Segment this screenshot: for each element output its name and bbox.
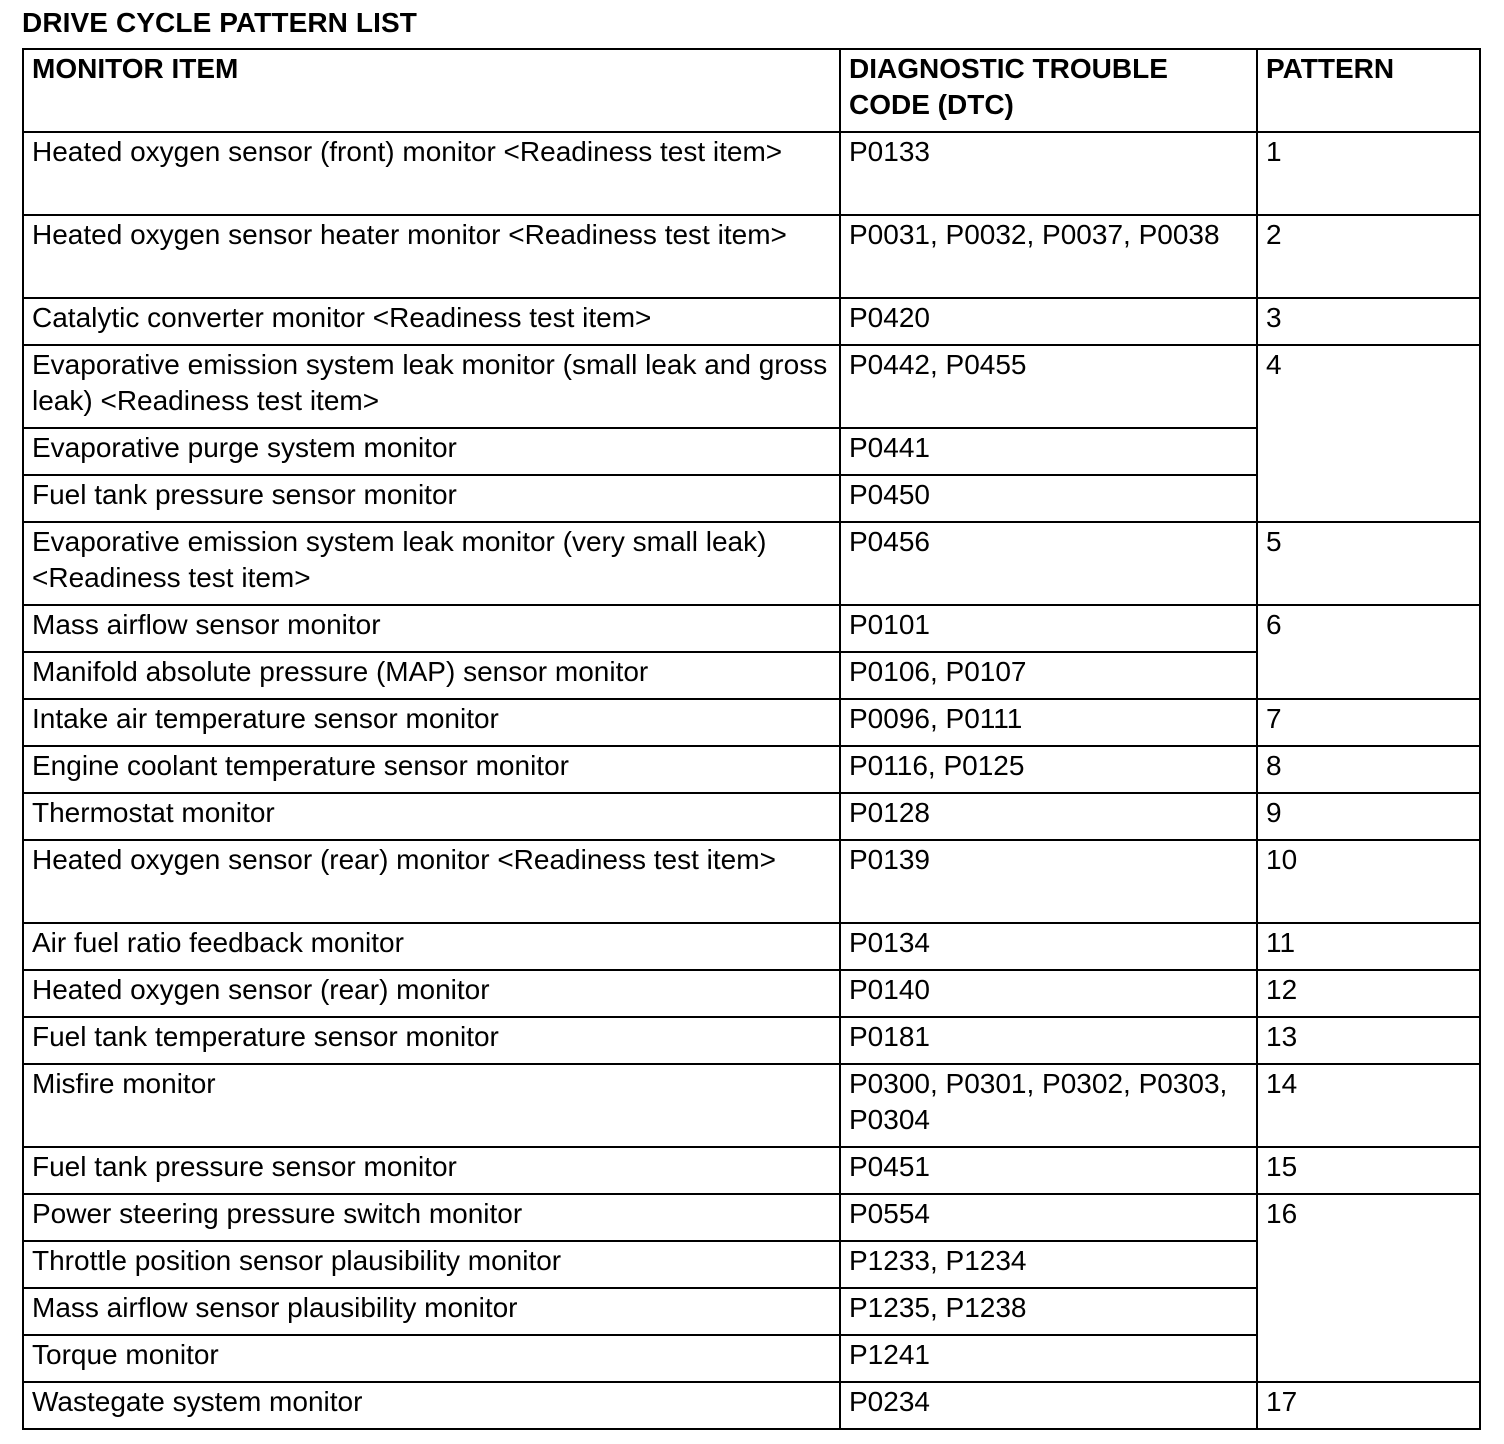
table-row bbox=[23, 522, 1480, 605]
table-row bbox=[23, 605, 1480, 652]
dtc-cell: P0234 bbox=[840, 1382, 1257, 1429]
monitor-item-cell: Intake air temperature sensor monitor bbox=[23, 699, 840, 746]
dtc-cell: P0101 bbox=[840, 605, 1257, 652]
dtc-cell: P0139 bbox=[840, 840, 1257, 923]
pattern-cell: 7 bbox=[1257, 699, 1480, 746]
pattern-cell: 8 bbox=[1257, 746, 1480, 793]
monitor-item-cell: Heated oxygen sensor (rear) monitor bbox=[23, 970, 840, 1017]
monitor-item-cell: Throttle position sensor plausibility monitor bbox=[23, 1241, 840, 1288]
dtc-cell: P1241 bbox=[840, 1335, 1257, 1382]
dtc-cell: P0134 bbox=[840, 923, 1257, 970]
table-row bbox=[23, 215, 1480, 298]
monitor-item-cell: Evaporative purge system monitor bbox=[23, 428, 840, 475]
table-row bbox=[23, 1382, 1480, 1429]
monitor-item-cell: Misfire monitor bbox=[23, 1064, 840, 1147]
dtc-cell: P0031, P0032, P0037, P0038 bbox=[840, 215, 1257, 298]
pattern-cell: 10 bbox=[1257, 840, 1480, 923]
table-row bbox=[23, 298, 1480, 345]
dtc-cell: P0441 bbox=[840, 428, 1257, 475]
pattern-cell: 16 bbox=[1257, 1194, 1480, 1382]
monitor-item-cell: Torque monitor bbox=[23, 1335, 840, 1382]
pattern-cell: 2 bbox=[1257, 215, 1480, 298]
dtc-cell: P0450 bbox=[840, 475, 1257, 522]
pattern-cell: 3 bbox=[1257, 298, 1480, 345]
table-row bbox=[23, 1147, 1480, 1194]
dtc-cell: P0128 bbox=[840, 793, 1257, 840]
monitor-item-cell: Engine coolant temperature sensor monitor bbox=[23, 746, 840, 793]
pattern-cell: 5 bbox=[1257, 522, 1480, 605]
dtc-cell: P1233, P1234 bbox=[840, 1241, 1257, 1288]
dtc-cell: P0442, P0455 bbox=[840, 345, 1257, 428]
pattern-cell: 1 bbox=[1257, 132, 1480, 215]
header-monitor-item: MONITOR ITEM bbox=[23, 49, 840, 132]
dtc-cell: P0451 bbox=[840, 1147, 1257, 1194]
table-row bbox=[23, 840, 1480, 923]
pattern-cell: 9 bbox=[1257, 793, 1480, 840]
pattern-cell: 15 bbox=[1257, 1147, 1480, 1194]
dtc-cell: P0456 bbox=[840, 522, 1257, 605]
dtc-cell: P0096, P0111 bbox=[840, 699, 1257, 746]
dtc-cell: P0116, P0125 bbox=[840, 746, 1257, 793]
page-title: DRIVE CYCLE PATTERN LIST bbox=[22, 7, 417, 38]
monitor-item-cell: Fuel tank pressure sensor monitor bbox=[23, 1147, 840, 1194]
header-dtc: DIAGNOSTIC TROUBLE CODE (DTC) bbox=[840, 49, 1257, 132]
pattern-cell: 4 bbox=[1257, 345, 1480, 522]
dtc-cell: P1235, P1238 bbox=[840, 1288, 1257, 1335]
monitor-item-cell: Wastegate system monitor bbox=[23, 1382, 840, 1429]
dtc-cell: P0420 bbox=[840, 298, 1257, 345]
table-row bbox=[23, 793, 1480, 840]
monitor-item-cell: Heated oxygen sensor (rear) monitor <Readiness test item> bbox=[23, 840, 840, 923]
drive-cycle-pattern-table bbox=[22, 48, 1481, 1430]
dtc-cell: P0106, P0107 bbox=[840, 652, 1257, 699]
dtc-cell: P0181 bbox=[840, 1017, 1257, 1064]
pattern-cell: 17 bbox=[1257, 1382, 1480, 1429]
header-pattern: PATTERN bbox=[1257, 49, 1480, 132]
monitor-item-cell: Evaporative emission system leak monitor (very small leak) <Readiness test item> bbox=[23, 522, 840, 605]
table-body bbox=[23, 132, 1480, 1429]
dtc-cell: P0140 bbox=[840, 970, 1257, 1017]
table-row bbox=[23, 923, 1480, 970]
header-row bbox=[23, 49, 1480, 132]
table-header bbox=[23, 49, 1480, 132]
dtc-cell: P0554 bbox=[840, 1194, 1257, 1241]
monitor-item-cell: Fuel tank pressure sensor monitor bbox=[23, 475, 840, 522]
monitor-item-cell: Heated oxygen sensor heater monitor <Readiness test item> bbox=[23, 215, 840, 298]
monitor-item-cell: Heated oxygen sensor (front) monitor <Readiness test item> bbox=[23, 132, 840, 215]
monitor-item-cell: Catalytic converter monitor <Readiness test item> bbox=[23, 298, 840, 345]
pattern-cell: 11 bbox=[1257, 923, 1480, 970]
table-row bbox=[23, 132, 1480, 215]
monitor-item-cell: Mass airflow sensor monitor bbox=[23, 605, 840, 652]
monitor-item-cell: Manifold absolute pressure (MAP) sensor monitor bbox=[23, 652, 840, 699]
pattern-cell: 6 bbox=[1257, 605, 1480, 699]
table-row bbox=[23, 699, 1480, 746]
monitor-item-cell: Power steering pressure switch monitor bbox=[23, 1194, 840, 1241]
table-row bbox=[23, 1017, 1480, 1064]
pattern-cell: 13 bbox=[1257, 1017, 1480, 1064]
table-row bbox=[23, 970, 1480, 1017]
dtc-cell: P0133 bbox=[840, 132, 1257, 215]
table-row bbox=[23, 1194, 1480, 1241]
table-row bbox=[23, 1064, 1480, 1147]
monitor-item-cell: Air fuel ratio feedback monitor bbox=[23, 923, 840, 970]
monitor-item-cell: Fuel tank temperature sensor monitor bbox=[23, 1017, 840, 1064]
monitor-item-cell: Mass airflow sensor plausibility monitor bbox=[23, 1288, 840, 1335]
monitor-item-cell: Evaporative emission system leak monitor (small leak and gross leak) <Readiness test item> bbox=[23, 345, 840, 428]
pattern-cell: 12 bbox=[1257, 970, 1480, 1017]
dtc-cell: P0300, P0301, P0302, P0303, P0304 bbox=[840, 1064, 1257, 1147]
monitor-item-cell: Thermostat monitor bbox=[23, 793, 840, 840]
table-row bbox=[23, 746, 1480, 793]
pattern-cell: 14 bbox=[1257, 1064, 1480, 1147]
table-row bbox=[23, 345, 1480, 428]
